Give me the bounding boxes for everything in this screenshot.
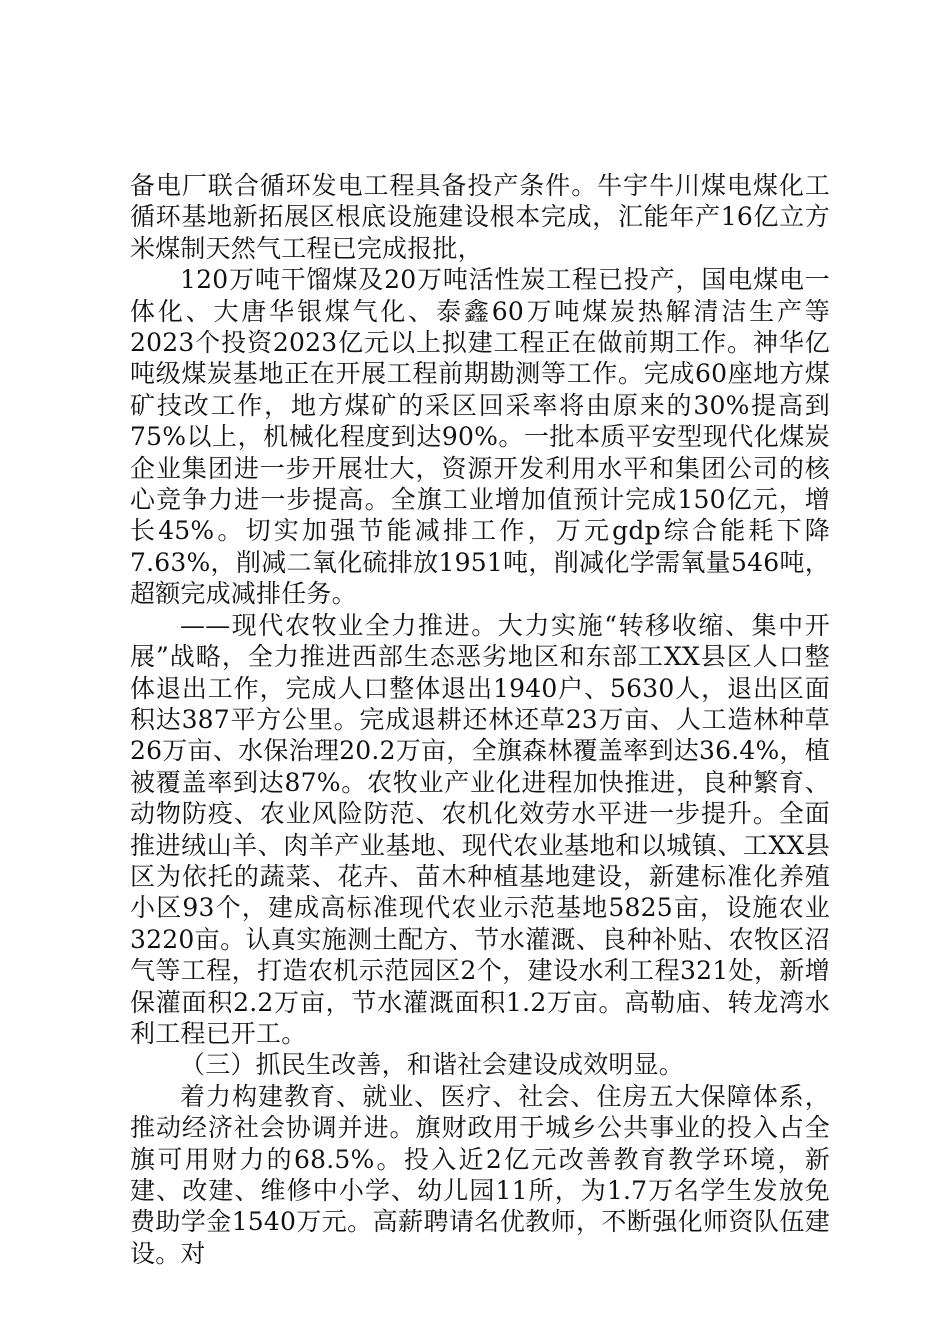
section-heading: （三）抓民生改善，和谐社会建设成效明显。 <box>180 1050 685 1080</box>
paragraph-2: 120万吨干馏煤及20万吨活性炭工程已投产，国电煤电一体化、大唐华银煤气化、泰鑫60万吨煤炭热解清洁生产等2023个投资2023亿元以上拟建工程正在做前期工作。神华亿吨级煤炭基地正在开展工程前期勘测等工作。完成60座地方煤矿技改工作，地方煤矿的采区回采率将由原来的30%提高到75%以上，机械化程度到达90%。一批本质平安型现代化煤炭企业集团进一步开展壮大，资源开发利用水平和集团公司的核心竞争力进一步提高。全旗工业增加值预计完成150亿元，增长45%。切实加强节能减排工作，万元gdp综合能耗下降7.63%，削减二氧化硫排放1951吨，削减化学需氧量546吨，超额完成减排任务。 <box>130 265 830 609</box>
paragraph-1: 备电厂联合循环发电工程具备投产条件。牛宇牛川煤电煤化工循环基地新拓展区根底设施建设根本完成，汇能年产16亿立方米煤制天然气工程已完成报批， <box>130 171 830 263</box>
document-body <box>130 170 830 1269</box>
paragraph-4: 着力构建教育、就业、医疗、社会、住房五大保障体系，推动经济社会协调并进。旗财政用于城乡公共事业的投入占全旗可用财力的68.5%。投入近2亿元改善教育教学环境，新建、改建、维修中小学、幼儿园11所，为1.7万名学生发放免费助学金1540万元。高薪聘请名优教师，不断强化师资队伍建设。对 <box>130 1081 830 1268</box>
paragraph-3: ——现代农牧业全力推进。大力实施“转移收缩、集中开展”战略，全力推进西部生态恶劣地区和东部工XX县区人口整体退出工作，完成人口整体退出1940户、5630人，退出区面积达387平方公里。完成退耕还林还草23万亩、人工造林种草26万亩、水保治理20.2万亩，全旗森林覆盖率到达36.4%，植被覆盖率到达87%。农牧业产业化进程加快推进，良种繁育、动物防疫、农业风险防范、农机化效劳水平进一步提升。全面推进绒山羊、肉羊产业基地、现代农业基地和以城镇、工XX县区为依托的蔬菜、花卉、苗木种植基地建设，新建标准化养殖小区93个，建成高标准现代农业示范基地5825亩，设施农业3220亩。认真实施测土配方、节水灌溉、良种补贴、农牧区沼气等工程，打造农机示范园区2个，建设水利工程321处，新增保灌面积2.2万亩，节水灌溉面积1.2万亩。高勒庙、转龙湾水利工程已开工。 <box>130 610 830 1048</box>
